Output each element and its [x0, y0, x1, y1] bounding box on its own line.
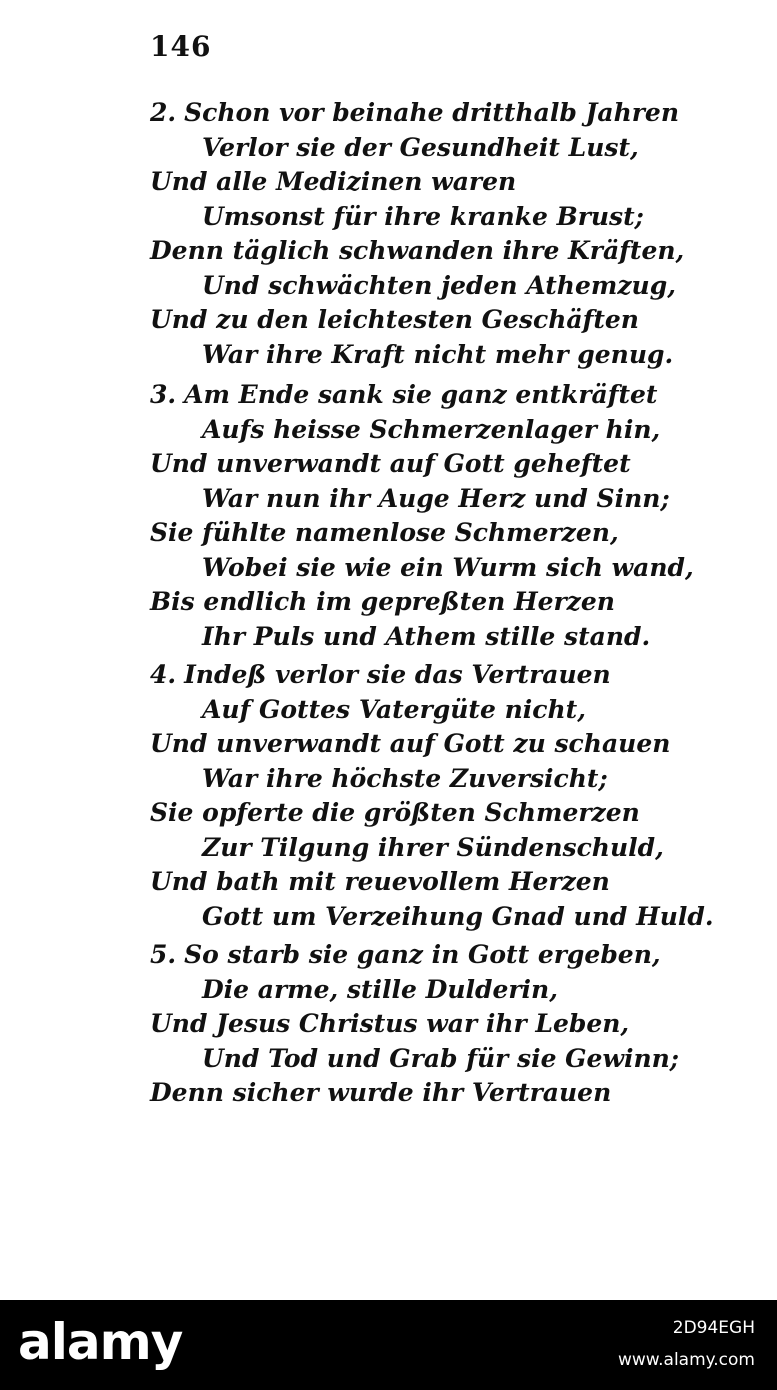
- page-number: 146: [150, 30, 212, 63]
- stanza-4: [150, 658, 714, 934]
- stanza-number: 5.: [150, 940, 177, 969]
- alamy-logo: alamy: [18, 1313, 183, 1371]
- verse-line: War ihre höchste Zuversicht;: [202, 763, 608, 793]
- watermark-url: www.alamy.com: [617, 1350, 755, 1370]
- stanza-number: 3.: [150, 380, 177, 409]
- verse-line: 5. So starb sie ganz in Gott ergeben,: [150, 938, 710, 973]
- verse-line: Bis endlich im gepreßten Herzen: [150, 587, 615, 616]
- verse-line: Umsonst für ihre kranke Brust;: [202, 201, 644, 231]
- verse-line: Ihr Puls und Athem stille stand.: [202, 621, 651, 651]
- verse-line: Denn sicher wurde ihr Vertrauen: [150, 1078, 612, 1107]
- verse-line: Sie fühlte namenlose Schmerzen,: [150, 518, 619, 547]
- verse-line: Denn täglich schwanden ihre Kräften,: [150, 236, 685, 265]
- image-id: 2D94EGH: [672, 1318, 755, 1338]
- verse-line: Die arme, stille Dulderin,: [202, 974, 558, 1004]
- stanza-number: 2.: [150, 98, 177, 127]
- stanza-3: [150, 378, 710, 654]
- verse-line: Gott um Verzeihung Gnad und Huld.: [202, 901, 714, 931]
- verse-line: Und zu den leichtesten Geschäften: [150, 305, 639, 334]
- verse-line: Wobei sie wie ein Wurm sich wand,: [202, 552, 694, 582]
- watermark-banner: [0, 1300, 777, 1390]
- verse-line: Aufs heisse Schmerzenlager hin,: [202, 414, 661, 444]
- verse-line: War nun ihr Auge Herz und Sinn;: [202, 483, 670, 513]
- verse-line: Zur Tilgung ihrer Sündenschuld,: [202, 832, 664, 862]
- verse-line: 2. Schon vor beinahe dritthalb Jahren: [150, 96, 710, 131]
- verse-line: Und bath mit reuevollem Herzen: [150, 867, 610, 896]
- verse-line: Verlor sie der Gesundheit Lust,: [202, 132, 639, 162]
- verse-line: 3. Am Ende sank sie ganz entkräftet: [150, 378, 710, 413]
- verse-line: Und Tod und Grab für sie Gewinn;: [202, 1043, 680, 1073]
- verse-line: Und Jesus Christus war ihr Leben,: [150, 1009, 630, 1038]
- verse-line: Und alle Medizinen waren: [150, 167, 517, 196]
- verse-line: Sie opferte die größten Schmerzen: [150, 798, 640, 827]
- stanza-5: [150, 938, 710, 1111]
- verse-line: 4. Indeß verlor sie das Vertrauen: [150, 658, 710, 693]
- verse-line: Und schwächten jeden Athemzug,: [202, 270, 676, 300]
- verse-line: Und unverwandt auf Gott geheftet: [150, 449, 631, 478]
- stanza-2: [150, 96, 710, 372]
- verse-line: War ihre Kraft nicht mehr genug.: [202, 339, 674, 369]
- stanza-number: 4.: [150, 660, 177, 689]
- verse-line: Auf Gottes Vatergüte nicht,: [202, 694, 586, 724]
- verse-line: Und unverwandt auf Gott zu schauen: [150, 729, 671, 758]
